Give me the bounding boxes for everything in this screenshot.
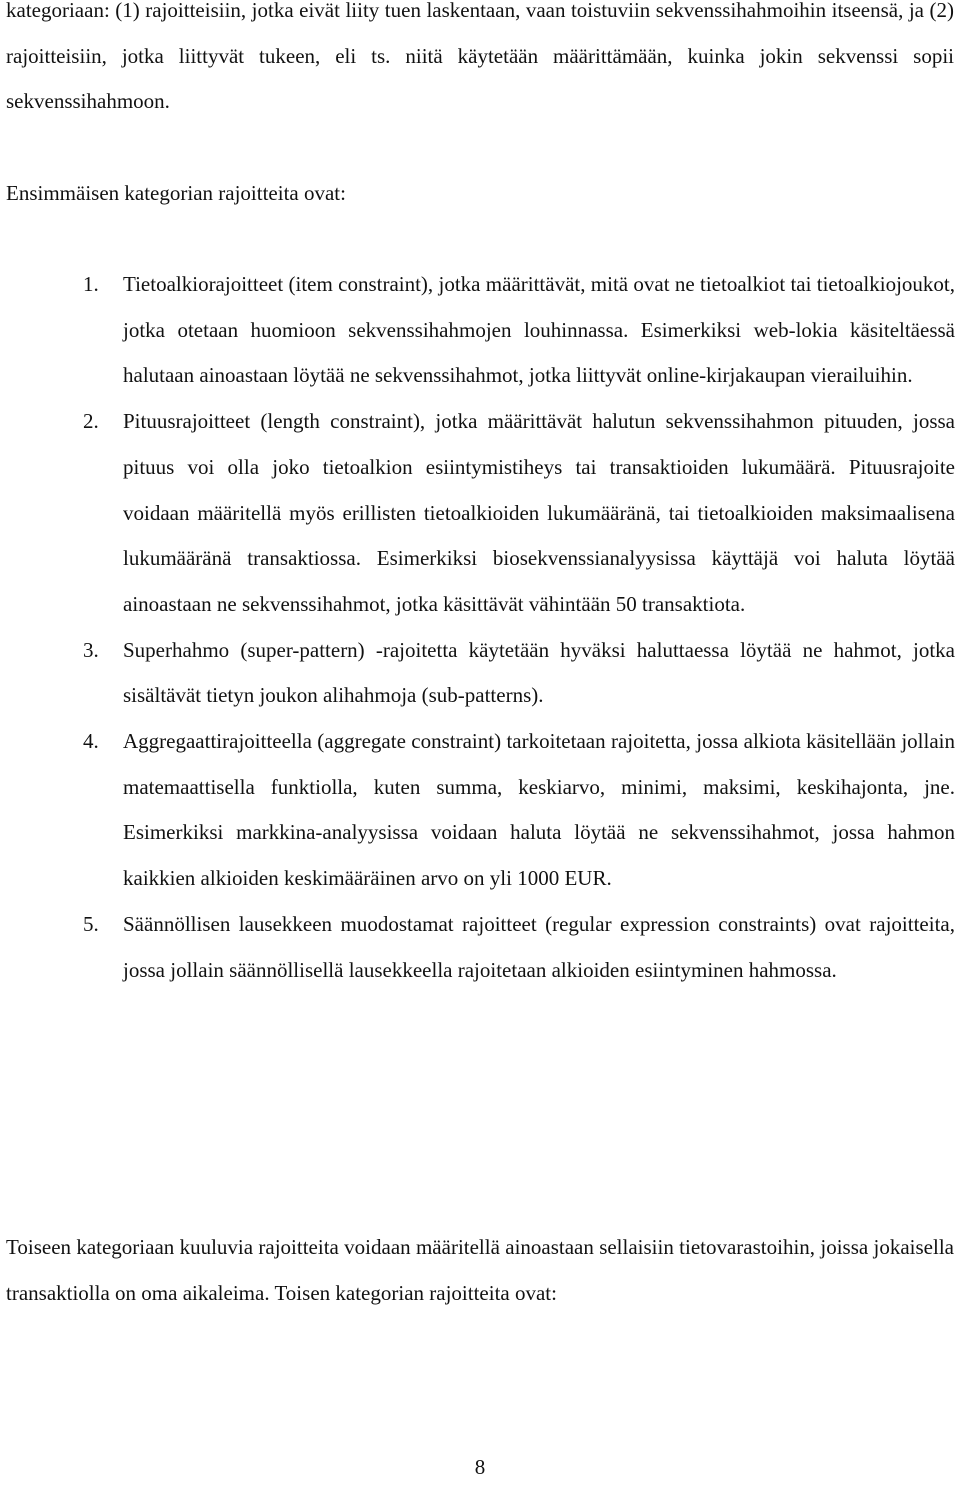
second-category-paragraph: Toiseen kategoriaan kuuluvia rajoitteita voidaan määritellä ainoastaan sellaisiin tietovarastoihin, joissa jokaisella transaktiolla on oma aikaleima. Toisen kategorian rajoitteita ovat: [6,1235,954,1305]
list-item [0,262,955,399]
list-item-number: 3. [83,637,99,662]
list-item-text: Tietoalkiorajoitteet (item constraint), jotka määrittävät, mitä ovat ne tietoalkiot tai tietoalkiojoukot, jotka otetaan huomioon sekvenssihahmojen louhinnassa. Esimerkiksi web-lokia käsiteltäessä halutaan ainoastaan löytää ne sekvenssihahmot, jotka liittyvät online-kirjakaupan vierailuihin. [123,272,955,388]
page-number: 8 [474,1455,486,1479]
list-item-text: Pituusrajoitteet (length constraint), jotka määrittävät halutun sekvenssihahmon pituuden, jossa pituus voi olla joko tietoalkion esiintymistiheys tai transaktioiden lukumäärä. Pituusrajoite voidaan määritellä myös erillisten tietoalkioiden lukumääränä, tai tietoalkioiden maksimaalisena lukumääränä transaktiossa. Esimerkiksi biosekvenssianalyysissa käyttäjä voi haluta löytää ainoastaan ne sekvenssihahmot, jotka käsittävät vähintään 50 transaktiota. [123,409,955,616]
list-item-text: Superhahmo (super-pattern) -rajoitetta käytetään hyväksi haluttaessa löytää ne hahmot, jotka sisältävät tietyn joukon alihahmoja (sub-patterns). [123,637,955,708]
list-item-text: Säännöllisen lausekkeen muodostamat rajoitteet (regular expression constraints) ovat rajoitteita, jossa jollain säännöllisellä lausekkeella rajoitetaan alkioiden esiintyminen hahmossa. [123,911,955,982]
list-item [0,399,955,628]
list-item [0,719,955,902]
list-item-number: 2. [83,409,99,434]
list-item-number: 1. [83,272,99,296]
list-item-text: Aggregaattirajoitteella (aggregate constraint) tarkoitetaan rajoitetta, jossa alkiota käsitellään jollain matemaattisella funktiolla, kuten summa, keskiarvo, minimi, maksimi, keskihajonta, jne. Esimerkiksi markkina-analyysissa voidaan haluta löytää ne sekvenssihahmot, jossa hahmon kaikkien alkioiden keskimääräinen arvo on yli 1000 EUR. [123,729,955,891]
list-item [0,628,955,719]
list-item-number: 4. [83,729,99,754]
first-category-constraint-list [0,262,960,993]
list-item [0,902,955,993]
intro-paragraph: kategoriaan: (1) rajoitteisiin, jotka eivät liity tuen laskentaan, vaan toistuviin sekvenssihahmoihin itseensä, ja (2) rajoitteisiin, jotka liittyvät tukeen, eli ts. niitä käytetään määrittämään, kuinka jokin sekvenssi sopii sekvenssihahmoon. [6,0,954,114]
first-category-lead: Ensimmäisen kategorian rajoitteita ovat: [6,181,346,205]
list-item-number: 5. [83,911,99,936]
